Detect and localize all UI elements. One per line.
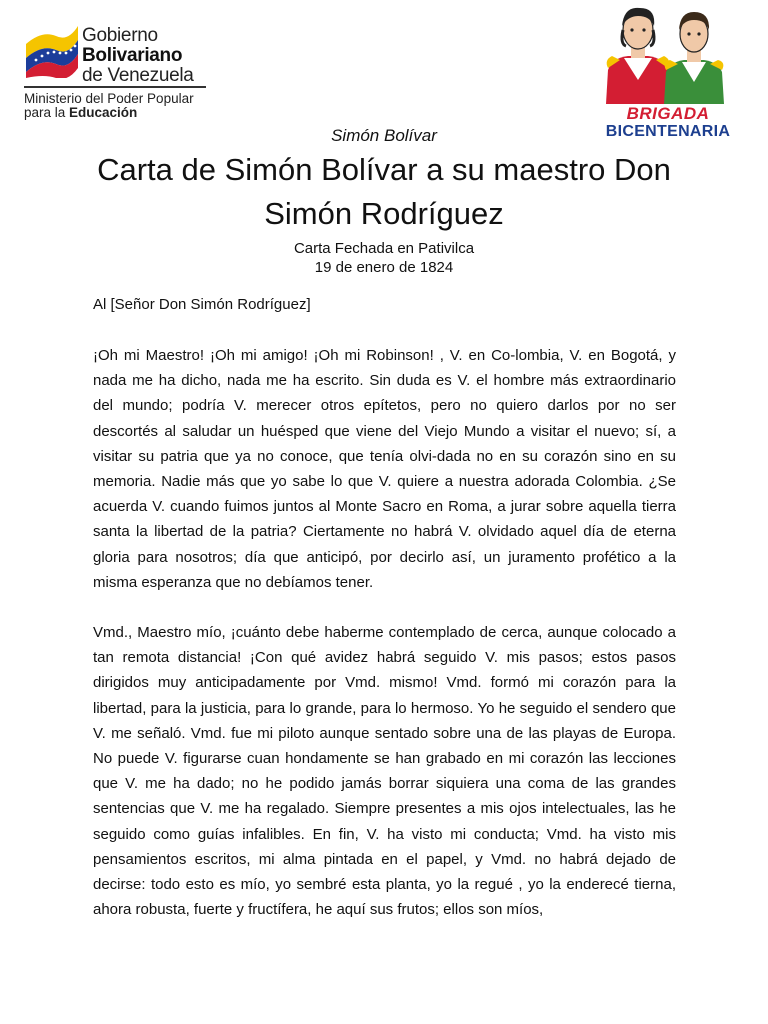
letter-salutation: Al [Señor Don Simón Rodríguez] <box>93 296 311 313</box>
ministry-line-2-bold: Educación <box>69 105 138 121</box>
letter-paragraph-2: Vmd., Maestro mío, ¡cuánto debe haberme contemplado de cerca, aunque colocado a tan remota distancia! ¡Con qué avidez habrá seguido V. mis pasos; estos pasos dirigidos muy anticipadamente por Vmd. mismo! Vmd. formó mi corazón para la libertad, para la justicia, para lo grande, para lo hermoso. Yo he seguido el sendero que V. me señaló. Vmd. fue mi piloto aunque sentado sobre una de las playas de Europa. No puede V. figurarse cuan hondamente se han grabado en mi corazón las lecciones que V. me ha dado; no he podido jamás borrar siquiera una coma de las grandes sentencias que V. me ha regalado. Siempre presentes a mis ojos intelectuales, las he seguido como guías infalibles. En fin, V. ha visto mi conducta; Vmd. ha visto mis pensamientos escritos, mi alma pintada en el papel, y Vmd. no habrá dejado de decirse: todo esto es mío, yo sembré esta planta, yo la regué , yo la enderecé tierna, ahora robusta, fuerte y fructífera, he aquí sus frutos; ellos son míos, <box>93 624 676 919</box>
portraits-icon <box>598 0 738 104</box>
document-author: Simón Bolívar <box>331 126 437 145</box>
ministry-line-1: Ministerio del Poder Popular <box>24 91 194 106</box>
document-title: Carta de Simón Bolívar a su maestro Don Simón Rodríguez <box>97 152 671 231</box>
venezuela-flag-icon <box>24 22 80 78</box>
gov-line-2: Bolivariano <box>82 45 183 66</box>
ministry-name <box>24 92 194 120</box>
gov-divider <box>24 86 206 88</box>
subtitle-line-2: 19 de enero de 1824 <box>314 259 454 276</box>
brigada-line-1: BRIGADA <box>626 104 710 123</box>
document-subtitle <box>0 239 768 277</box>
gov-line-3: de Venezuela <box>82 65 194 86</box>
brigada-line-2: BICENTENARIA <box>605 123 731 140</box>
letter-paragraph-1: ¡Oh mi Maestro! ¡Oh mi amigo! ¡Oh mi Robinson! , V. en Co-lombia, V. en Bogotá, y nada me ha dicho, nada me ha escrito. Sin duda es V. el hombre más extraordinario del mundo; podría V. merecer otros epítetos, pero no quiero darlos por no ser descortés al saludar un huésped que viene del Viejo Mundo a visitar el nuevo; sí, a visitar su patria que ya no conoce, que tenía olvi-dada no en su corazón sino en su memoria. Nadie más que yo sabe lo que V. quiere a nuestra adorada Colombia. ¿Se acuerda V. cuando fuimos juntos al Monte Sacro en Roma, a jurar sobre aquella tierra santa la libertad de la patria? Ciertamente no habrá V. olvidado aquel día de eterna gloria para nosotros; día que anticipó, por decirlo así, un juramento profético a la misma esperanza que no debíamos tener. <box>93 347 676 591</box>
ministry-line-2 <box>24 106 194 120</box>
ministry-line-2-prefix: para la <box>24 105 70 121</box>
subtitle-line-1: Carta Fechada en Pativilca <box>293 240 475 257</box>
government-logo <box>24 16 224 120</box>
government-name <box>82 26 194 85</box>
gov-line-1: Gobierno <box>82 25 158 46</box>
